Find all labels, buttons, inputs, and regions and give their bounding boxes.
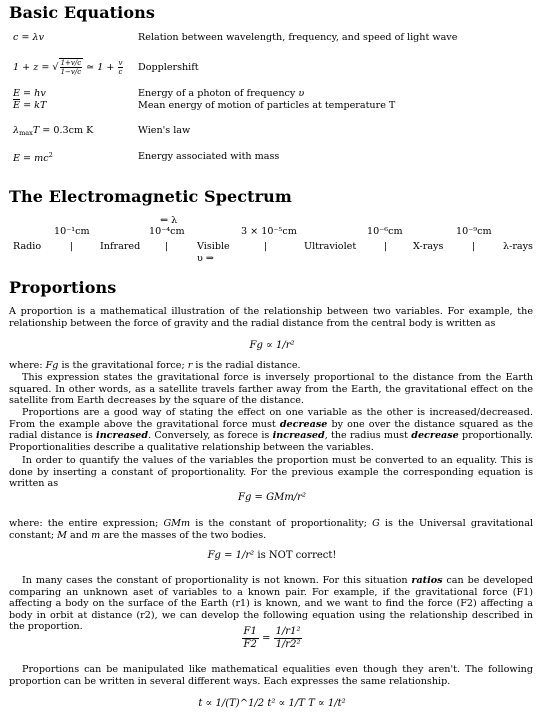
ratio-right-numerator: 1/r1² [275,626,301,637]
band-label: Ultraviolet [304,241,357,252]
paragraph-explanation: This expression states the gravitational force is inversely proportional to the distance from the Earth squared. In other words, as a satellite travels farther away from the Earth, the gravitational effect on the satellite from Earth decreases by the square of the distance. [9,372,533,407]
tick-label: 10⁻⁹cm [456,226,492,237]
ratio-right-denominator: 1/r2² [275,639,301,650]
band-label: Visible [197,241,230,252]
proportions-heading: Proportions [9,278,117,297]
band-divider: | [70,241,74,252]
equation-forms: t ∝ 1/(T)^1/2 t² ∝ 1/T T ∝ 1/t² [198,698,346,709]
equation-gravity: Fg = GMm/r² [238,492,306,503]
equation-description: Wien's law [138,125,191,136]
band-label: Infrared [100,241,141,252]
equation-proportional: Fg ∝ 1/r² [249,340,295,351]
band-label: X-rays [413,241,444,252]
paragraph-intro: A proportion is a mathematical illustration of the relationship between two variables. For example, the relationship between the force of gravity and the radial distance from the central body is written as [9,306,533,329]
equation-mass-energy: $E = mc^2$ [13,151,53,164]
ratio-left-denominator: F2 [243,639,257,650]
tick-label: 10⁻⁴cm [149,226,185,237]
equation-wien: $\lambda_{max}T = 0.3cm$ K [13,125,94,137]
equation-row-wavelength [13,32,533,50]
basic-equations-heading: Basic Equations [9,3,155,22]
equation-photon-energy: E = hv [13,88,46,99]
paragraph-constants: where: the entire expression; GMm is the constant of proportionality; G is the Universal gravitational constant; M and m are the masses of the two bodies. [9,518,534,541]
tick-label: 10⁻¹cm [54,226,90,237]
equation-wavelength: c = λv [13,32,45,43]
tick-label: 10⁻⁶cm [367,226,403,237]
lambda-arrow: ⇐ λ [160,215,178,226]
paragraph-ratios: In many cases the constant of proportionality is not known. For this situation ratios can be developed comparing an unknown aset of variables to a known pair. For example, if the gravitational force (F1) affecting a body on the surface of the Earth (r1) is known, and we want to find the force (F2) affecting a body in orbit at distance (r2), we can develop the following equation using the relationship described in the proportion. [9,575,533,633]
equation-description: Mean energy of motion of particles at temperature T [138,100,396,111]
spectrum-heading: The Electromagnetic Spectrum [9,187,292,206]
equation-row-wien [13,125,533,143]
equation-row-mass-energy [13,151,533,169]
band-divider: | [472,241,476,252]
band-label: λ-rays [503,241,533,252]
equation-row-thermal [13,100,533,118]
equation-doppler: 1 + z = √ $\frac{1+v/c}{1-v/c}$ ≃ 1 + $\frac{v}{c}$ [13,59,123,76]
band-divider: | [264,241,268,252]
band-label: Radio [13,241,42,252]
band-divider: | [165,241,169,252]
equation-not-correct: Fg = 1/r² is NOT correct! [207,550,337,561]
equation-description: Energy associated with mass [138,151,280,162]
paragraph-effect: Proportions are a good way of stating the effect on one variable as the other is increased/decreased. From the example above the gravitational force must decrease by one over the distance squared as the radial distance is increased. Conversely, as forece is increased, the radius must decrease proportionally. Proportionalities describe a qualitative relationship between the variables. [9,407,533,453]
spectrum-diagram [0,213,544,263]
paragraph-where: where: Fg is the gravitational force; r is the radial distance. [9,360,301,371]
equation-thermal-energy: $\overline{E}$ = kT [13,100,47,111]
band-divider: | [384,241,388,252]
paragraph-manipulate: Proportions can be manipulated like mathematical equalities even though they aren't. The following proportion can be written in several different ways. Each expresses the same relationship. [9,664,533,687]
equation-description: Dopplershift [138,62,199,73]
paragraph-quantify: In order to quantify the values of the variables the proportion must be converted to an equality. This is done by inserting a constant of proportionality. For the previous example the corresponding equation is written as [9,455,533,490]
tick-label: 3 × 10⁻⁵cm [241,226,297,237]
ratio-left-numerator: F1 [243,626,257,637]
equation-ratio: $\frac{F1}{F2}$ = $\frac{\text{1/r1²}}{\text{1/r2²}}$ [243,626,301,650]
nu-arrow: υ ⇒ [197,253,214,264]
equation-description: Energy of a photon of frequency υ [138,88,305,99]
equation-description: Relation between wavelength, frequency, and speed of light wave [138,32,458,43]
equation-row-doppler [13,56,533,82]
